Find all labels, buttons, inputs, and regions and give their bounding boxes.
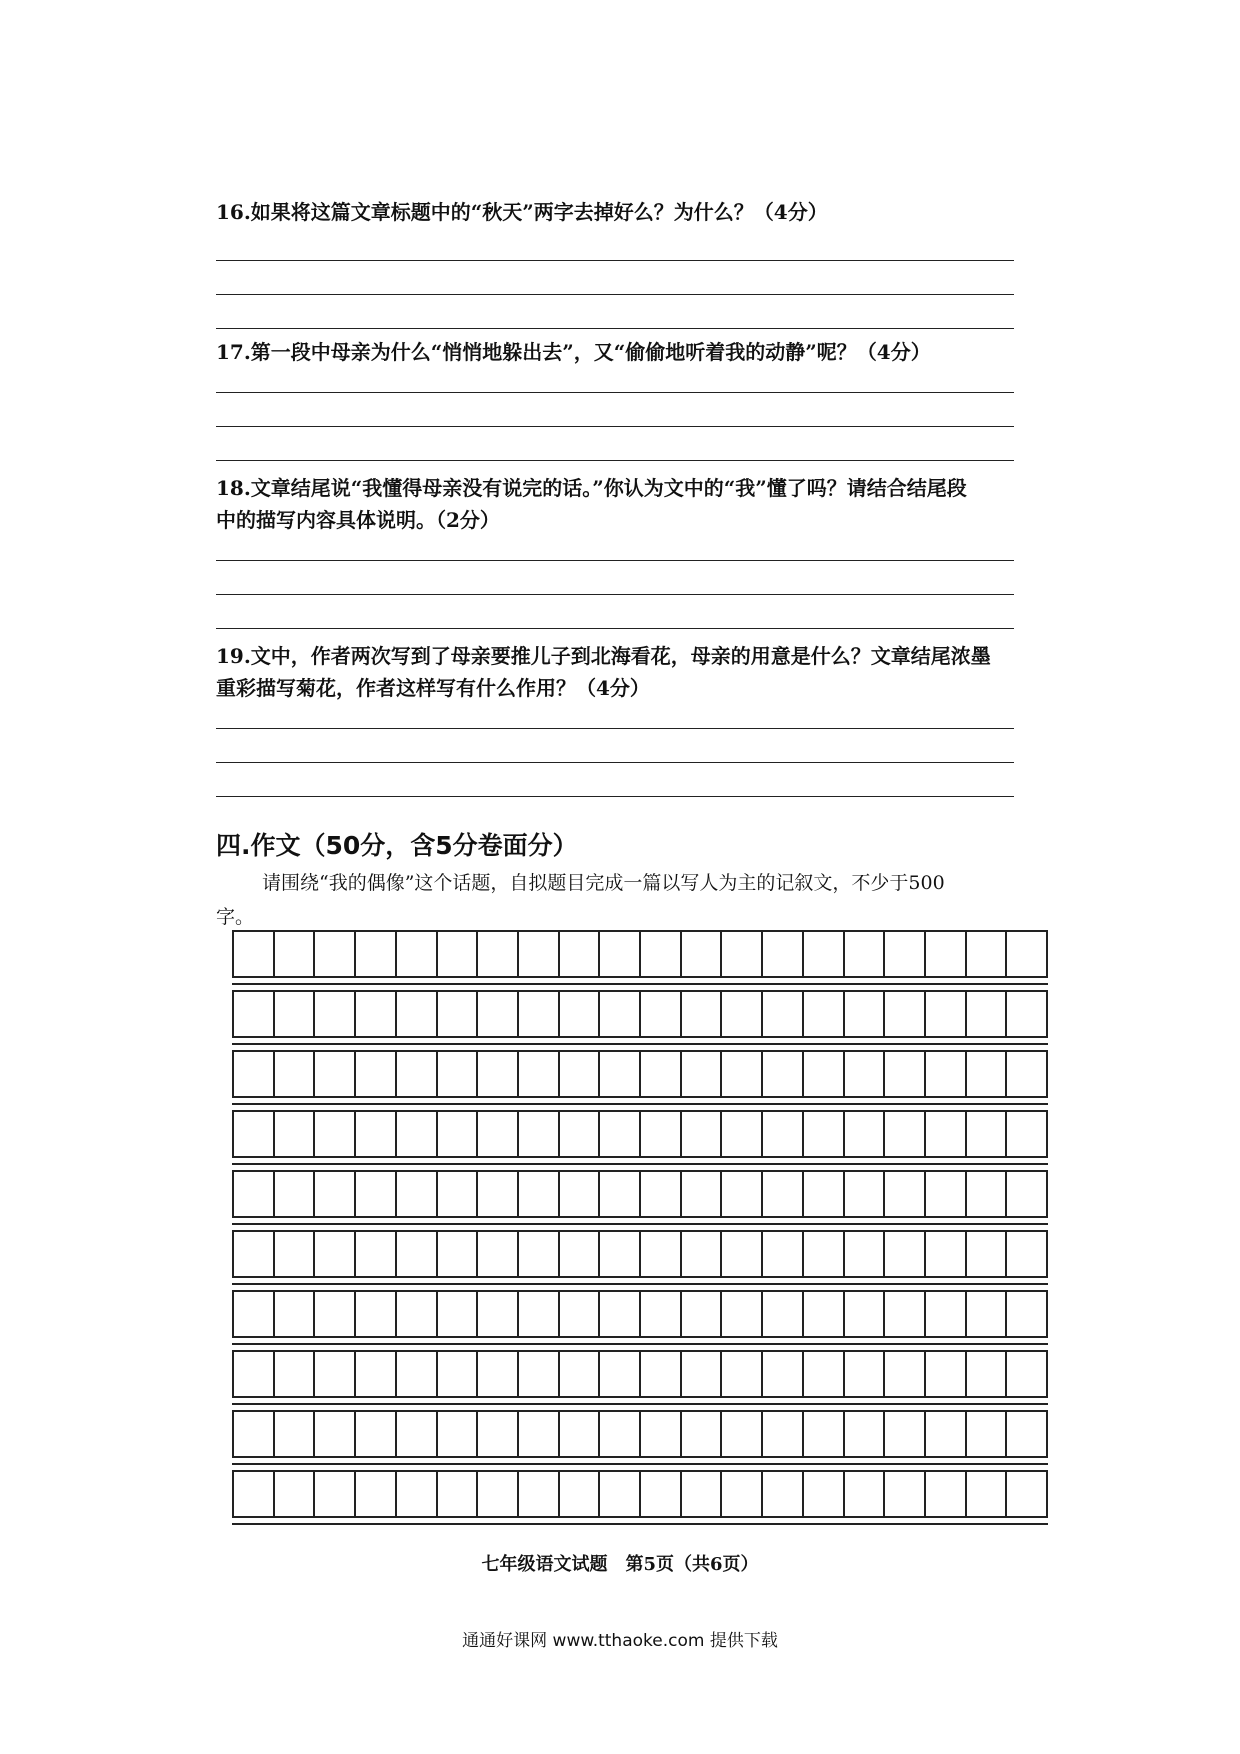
grid-cell[interactable] (275, 992, 316, 1036)
watermark: 通通好课网 www.tthaoke.com 提供下载 (462, 1631, 778, 1651)
grid-cell[interactable] (438, 1412, 479, 1456)
grid-cell[interactable] (560, 1052, 601, 1096)
grid-cell[interactable] (967, 1292, 1008, 1336)
grid-cell[interactable] (315, 1172, 356, 1216)
grid-cell[interactable] (885, 1292, 926, 1336)
grid-cell[interactable] (438, 1472, 479, 1516)
grid-cell[interactable] (600, 1412, 641, 1456)
grid-cell[interactable] (234, 1472, 275, 1516)
grid-cell[interactable] (1007, 1352, 1046, 1396)
grid-cell[interactable] (763, 1052, 804, 1096)
grid-cell[interactable] (600, 1052, 641, 1096)
answer-line[interactable] (216, 392, 1014, 393)
grid-cell[interactable] (967, 1172, 1008, 1216)
grid-cell[interactable] (967, 1052, 1008, 1096)
grid-cell[interactable] (804, 1172, 845, 1216)
grid-cell[interactable] (438, 1292, 479, 1336)
grid-cell[interactable] (682, 1172, 723, 1216)
grid-cell[interactable] (926, 992, 967, 1036)
grid-cell[interactable] (926, 1352, 967, 1396)
grid-cell[interactable] (926, 1232, 967, 1276)
grid-cell[interactable] (234, 992, 275, 1036)
grid-cell[interactable] (804, 1052, 845, 1096)
grid-cell[interactable] (763, 1232, 804, 1276)
grid-cell[interactable] (315, 1412, 356, 1456)
grid-cell[interactable] (845, 1232, 886, 1276)
grid-cell[interactable] (682, 1352, 723, 1396)
grid-cell[interactable] (438, 1172, 479, 1216)
grid-cell[interactable] (356, 1292, 397, 1336)
answer-line[interactable] (216, 560, 1014, 561)
grid-cell[interactable] (641, 992, 682, 1036)
grid-cell[interactable] (763, 1112, 804, 1156)
answer-line[interactable] (216, 796, 1014, 797)
grid-row[interactable] (232, 1290, 1048, 1338)
grid-cell[interactable] (763, 932, 804, 976)
grid-cell[interactable] (885, 1412, 926, 1456)
grid-cell[interactable] (967, 1112, 1008, 1156)
grid-cell[interactable] (682, 1412, 723, 1456)
grid-cell[interactable] (397, 1052, 438, 1096)
grid-separator-line (232, 1523, 1048, 1525)
grid-cell[interactable] (315, 932, 356, 976)
grid-cell[interactable] (397, 1412, 438, 1456)
grid-cell[interactable] (234, 1352, 275, 1396)
grid-cell[interactable] (275, 1052, 316, 1096)
grid-cell[interactable] (519, 992, 560, 1036)
grid-cell[interactable] (519, 1052, 560, 1096)
grid-cell[interactable] (519, 1232, 560, 1276)
grid-cell[interactable] (519, 1412, 560, 1456)
grid-cell[interactable] (560, 1472, 601, 1516)
question-19-text-line1: 19.文中，作者两次写到了母亲要推儿子到北海看花，母亲的用意是什么？文章结尾浓墨 (216, 644, 991, 668)
grid-cell[interactable] (763, 1412, 804, 1456)
grid-cell[interactable] (926, 1292, 967, 1336)
grid-cell[interactable] (763, 1352, 804, 1396)
grid-cell[interactable] (315, 1112, 356, 1156)
page-footer: 七年级语文试题 第5页（共6页） (481, 1554, 759, 1575)
grid-cell[interactable] (763, 992, 804, 1036)
answer-line[interactable] (216, 628, 1014, 629)
grid-cell[interactable] (926, 1112, 967, 1156)
grid-cell[interactable] (315, 1292, 356, 1336)
grid-cell[interactable] (1007, 932, 1046, 976)
grid-cell[interactable] (356, 1232, 397, 1276)
grid-cell[interactable] (804, 1472, 845, 1516)
grid-cell[interactable] (722, 1112, 763, 1156)
question-17 (216, 336, 1016, 368)
grid-cell[interactable] (560, 1292, 601, 1336)
question-18-text-line2: 中的描写内容具体说明。（2分） (216, 508, 500, 532)
grid-cell[interactable] (885, 1112, 926, 1156)
grid-cell[interactable] (356, 1352, 397, 1396)
grid-cell[interactable] (600, 1172, 641, 1216)
grid-cell[interactable] (397, 1232, 438, 1276)
grid-cell[interactable] (315, 1052, 356, 1096)
grid-cell[interactable] (478, 1172, 519, 1216)
grid-cell[interactable] (967, 932, 1008, 976)
essay-prompt-line1: 请围绕“我的偶像”这个话题，自拟题目完成一篇以写人为主的记叙文，不少于500 (262, 872, 945, 894)
grid-row[interactable] (232, 990, 1048, 1038)
grid-cell[interactable] (600, 1292, 641, 1336)
grid-cell[interactable] (1007, 992, 1046, 1036)
grid-cell[interactable] (763, 1292, 804, 1336)
grid-row[interactable] (232, 1410, 1048, 1458)
grid-cell[interactable] (967, 1472, 1008, 1516)
grid-cell[interactable] (1007, 1412, 1046, 1456)
answer-line[interactable] (216, 728, 1014, 729)
grid-cell[interactable] (722, 1172, 763, 1216)
essay-prompt-line2: 字。 (216, 906, 255, 928)
grid-cell[interactable] (315, 992, 356, 1036)
grid-cell[interactable] (804, 1112, 845, 1156)
grid-cell[interactable] (845, 1352, 886, 1396)
grid-cell[interactable] (315, 1472, 356, 1516)
grid-cell[interactable] (967, 1412, 1008, 1456)
grid-cell[interactable] (763, 1172, 804, 1216)
grid-separator-line (232, 1403, 1048, 1405)
grid-cell[interactable] (356, 992, 397, 1036)
grid-cell[interactable] (804, 1412, 845, 1456)
grid-cell[interactable] (885, 1352, 926, 1396)
grid-cell[interactable] (356, 1112, 397, 1156)
grid-cell[interactable] (682, 1112, 723, 1156)
grid-cell[interactable] (641, 1052, 682, 1096)
grid-cell[interactable] (722, 1352, 763, 1396)
grid-cell[interactable] (804, 1352, 845, 1396)
grid-cell[interactable] (600, 932, 641, 976)
grid-cell[interactable] (967, 1232, 1008, 1276)
grid-cell[interactable] (560, 1412, 601, 1456)
grid-cell[interactable] (275, 1232, 316, 1276)
grid-separator-line (232, 1343, 1048, 1345)
grid-cell[interactable] (722, 932, 763, 976)
grid-row[interactable] (232, 1050, 1048, 1098)
grid-cell[interactable] (356, 932, 397, 976)
question-19 (216, 640, 1016, 704)
grid-cell[interactable] (438, 1232, 479, 1276)
grid-cell[interactable] (275, 1472, 316, 1516)
grid-cell[interactable] (519, 1292, 560, 1336)
grid-cell[interactable] (275, 1112, 316, 1156)
grid-cell[interactable] (478, 1472, 519, 1516)
grid-cell[interactable] (682, 1052, 723, 1096)
answer-line[interactable] (216, 594, 1014, 595)
grid-cell[interactable] (845, 1472, 886, 1516)
grid-cell[interactable] (722, 1412, 763, 1456)
grid-cell[interactable] (478, 1292, 519, 1336)
grid-cell[interactable] (967, 992, 1008, 1036)
grid-cell[interactable] (885, 1232, 926, 1276)
grid-cell[interactable] (438, 932, 479, 976)
grid-cell[interactable] (967, 1352, 1008, 1396)
grid-cell[interactable] (560, 1172, 601, 1216)
grid-cell[interactable] (722, 1052, 763, 1096)
grid-cell[interactable] (641, 1412, 682, 1456)
grid-cell[interactable] (763, 1472, 804, 1516)
grid-cell[interactable] (641, 932, 682, 976)
answer-line[interactable] (216, 426, 1014, 427)
grid-cell[interactable] (356, 1172, 397, 1216)
grid-cell[interactable] (438, 1352, 479, 1396)
grid-cell[interactable] (926, 932, 967, 976)
grid-cell[interactable] (397, 1112, 438, 1156)
grid-cell[interactable] (397, 992, 438, 1036)
question-16 (216, 196, 1016, 228)
grid-cell[interactable] (885, 1472, 926, 1516)
grid-cell[interactable] (397, 1352, 438, 1396)
grid-cell[interactable] (600, 1112, 641, 1156)
answer-line[interactable] (216, 328, 1014, 329)
grid-cell[interactable] (234, 1412, 275, 1456)
grid-cell[interactable] (641, 1172, 682, 1216)
grid-cell[interactable] (722, 1292, 763, 1336)
grid-cell[interactable] (560, 932, 601, 976)
grid-cell[interactable] (682, 1292, 723, 1336)
answer-line[interactable] (216, 294, 1014, 295)
grid-cell[interactable] (682, 1472, 723, 1516)
grid-cell[interactable] (1007, 1472, 1046, 1516)
grid-cell[interactable] (519, 1472, 560, 1516)
grid-cell[interactable] (682, 932, 723, 976)
grid-separator-line (232, 1223, 1048, 1225)
grid-cell[interactable] (356, 1472, 397, 1516)
answer-line[interactable] (216, 260, 1014, 261)
answer-line[interactable] (216, 762, 1014, 763)
grid-cell[interactable] (926, 1172, 967, 1216)
grid-cell[interactable] (478, 1112, 519, 1156)
grid-cell[interactable] (275, 932, 316, 976)
question-18 (216, 472, 1016, 536)
grid-cell[interactable] (234, 1172, 275, 1216)
grid-cell[interactable] (641, 1232, 682, 1276)
grid-cell[interactable] (275, 1172, 316, 1216)
grid-cell[interactable] (926, 1052, 967, 1096)
grid-cell[interactable] (315, 1232, 356, 1276)
grid-cell[interactable] (804, 992, 845, 1036)
grid-cell[interactable] (356, 1052, 397, 1096)
grid-cell[interactable] (438, 1112, 479, 1156)
grid-cell[interactable] (275, 1412, 316, 1456)
grid-cell[interactable] (1007, 1232, 1046, 1276)
grid-cell[interactable] (234, 932, 275, 976)
grid-cell[interactable] (560, 1352, 601, 1396)
grid-row[interactable] (232, 1230, 1048, 1278)
grid-cell[interactable] (885, 992, 926, 1036)
grid-cell[interactable] (397, 1472, 438, 1516)
grid-cell[interactable] (845, 1052, 886, 1096)
grid-cell[interactable] (519, 1172, 560, 1216)
grid-cell[interactable] (641, 1472, 682, 1516)
grid-cell[interactable] (478, 1412, 519, 1456)
grid-cell[interactable] (804, 1292, 845, 1336)
grid-cell[interactable] (804, 1232, 845, 1276)
grid-cell[interactable] (397, 1292, 438, 1336)
grid-cell[interactable] (722, 1232, 763, 1276)
grid-cell[interactable] (885, 932, 926, 976)
grid-cell[interactable] (519, 1112, 560, 1156)
grid-cell[interactable] (478, 1232, 519, 1276)
grid-row[interactable] (232, 1470, 1048, 1518)
grid-cell[interactable] (356, 1412, 397, 1456)
grid-cell[interactable] (438, 1052, 479, 1096)
grid-cell[interactable] (722, 1472, 763, 1516)
grid-cell[interactable] (885, 1172, 926, 1216)
grid-cell[interactable] (641, 1292, 682, 1336)
question-18-text-line1: 18.文章结尾说“我懂得母亲没有说完的话。”你认为文中的“我”懂了吗？请结合结尾段 (216, 476, 967, 500)
grid-separator-line (232, 1103, 1048, 1105)
grid-cell[interactable] (560, 992, 601, 1036)
grid-cell[interactable] (1007, 1112, 1046, 1156)
grid-separator-line (232, 983, 1048, 985)
grid-cell[interactable] (926, 1472, 967, 1516)
grid-cell[interactable] (600, 1232, 641, 1276)
grid-cell[interactable] (641, 1112, 682, 1156)
grid-cell[interactable] (641, 1352, 682, 1396)
grid-cell[interactable] (722, 992, 763, 1036)
grid-cell[interactable] (845, 1112, 886, 1156)
answer-line[interactable] (216, 460, 1014, 461)
grid-cell[interactable] (845, 1292, 886, 1336)
grid-cell[interactable] (1007, 1292, 1046, 1336)
grid-cell[interactable] (845, 992, 886, 1036)
grid-cell[interactable] (478, 1052, 519, 1096)
grid-cell[interactable] (478, 1352, 519, 1396)
grid-cell[interactable] (1007, 1172, 1046, 1216)
grid-cell[interactable] (1007, 1052, 1046, 1096)
grid-cell[interactable] (275, 1352, 316, 1396)
question-19-text-line2: 重彩描写菊花，作者这样写有什么作用？（4分） (216, 676, 650, 700)
grid-cell[interactable] (845, 932, 886, 976)
question-17-text: 17.第一段中母亲为什么“悄悄地躲出去”，又“偷偷地听着我的动静”呢？（4分） (216, 340, 931, 364)
grid-cell[interactable] (234, 1112, 275, 1156)
grid-cell[interactable] (600, 1352, 641, 1396)
grid-row[interactable] (232, 1170, 1048, 1218)
grid-row[interactable] (232, 930, 1048, 978)
grid-cell[interactable] (926, 1412, 967, 1456)
grid-cell[interactable] (397, 932, 438, 976)
essay-prompt (216, 866, 1016, 934)
grid-cell[interactable] (519, 1352, 560, 1396)
grid-separator-line (232, 1163, 1048, 1165)
grid-separator-line (232, 1463, 1048, 1465)
grid-cell[interactable] (478, 992, 519, 1036)
grid-cell[interactable] (275, 1292, 316, 1336)
question-16-text: 16.如果将这篇文章标题中的“秋天”两字去掉好么？为什么？（4分） (216, 200, 828, 224)
grid-cell[interactable] (682, 992, 723, 1036)
grid-cell[interactable] (600, 992, 641, 1036)
grid-cell[interactable] (519, 932, 560, 976)
grid-cell[interactable] (315, 1352, 356, 1396)
grid-cell[interactable] (234, 1292, 275, 1336)
grid-cell[interactable] (560, 1232, 601, 1276)
grid-cell[interactable] (885, 1052, 926, 1096)
grid-cell[interactable] (234, 1052, 275, 1096)
grid-cell[interactable] (397, 1172, 438, 1216)
grid-cell[interactable] (682, 1232, 723, 1276)
grid-cell[interactable] (560, 1112, 601, 1156)
grid-cell[interactable] (438, 992, 479, 1036)
grid-cell[interactable] (845, 1172, 886, 1216)
grid-cell[interactable] (804, 932, 845, 976)
grid-cell[interactable] (478, 932, 519, 976)
grid-separator-line (232, 1283, 1048, 1285)
grid-cell[interactable] (600, 1472, 641, 1516)
grid-cell[interactable] (234, 1232, 275, 1276)
grid-separator-line (232, 1043, 1048, 1045)
essay-section-title: 四.作文（50分，含5分卷面分） (216, 831, 578, 860)
grid-row[interactable] (232, 1350, 1048, 1398)
grid-row[interactable] (232, 1110, 1048, 1158)
grid-cell[interactable] (845, 1412, 886, 1456)
